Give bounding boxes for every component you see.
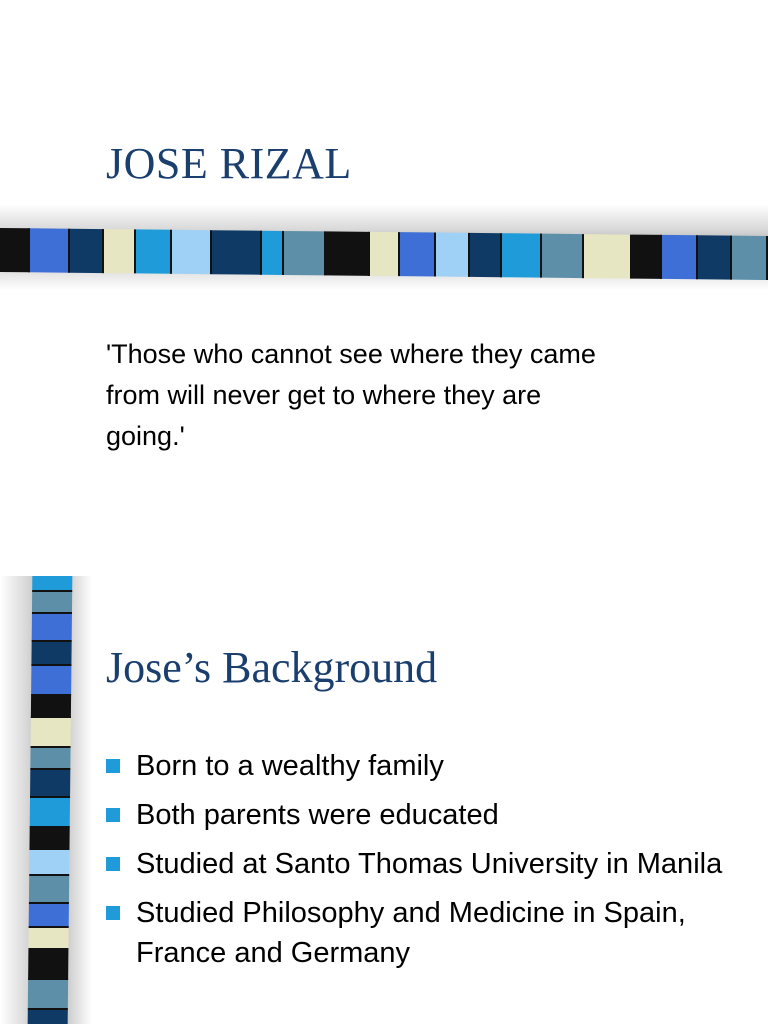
stripe-block — [212, 230, 262, 275]
stripe-block — [70, 229, 104, 273]
bullet-item — [106, 746, 746, 786]
stripe-block — [698, 235, 732, 279]
bullet-text: Born to a wealthy family — [136, 750, 444, 782]
stripe-block — [30, 748, 70, 770]
stripe-block — [584, 234, 632, 279]
quote-text: 'Those who cannot see where they came from will never get to where they are going.' — [106, 339, 596, 451]
stripe-block — [32, 614, 72, 642]
square-bullet-icon — [106, 759, 120, 773]
stripe-block — [32, 576, 72, 592]
stripe-block — [662, 235, 698, 279]
stripe-block — [370, 232, 400, 276]
slide-2 — [0, 576, 768, 1024]
square-bullet-icon — [106, 808, 120, 822]
stripe-block — [436, 233, 470, 277]
stripe-block — [30, 798, 70, 828]
stripe-block — [29, 828, 69, 850]
bullet-list — [106, 746, 746, 982]
stripe-block — [326, 231, 370, 275]
stripe-block — [136, 229, 172, 273]
stripe-block — [632, 235, 662, 279]
stripe-block — [28, 950, 68, 980]
slide-title: Jose’s Background — [106, 643, 438, 692]
stripe-block — [30, 770, 70, 798]
stripe-block — [400, 232, 436, 276]
square-bullet-icon — [106, 857, 120, 871]
square-bullet-icon — [106, 906, 120, 920]
stripe-block — [29, 850, 69, 876]
bullet-text: Both parents were educated — [136, 799, 499, 831]
bullet-item — [106, 844, 746, 884]
stripe-block — [28, 928, 68, 950]
stripe-block — [31, 642, 71, 666]
decorative-stripe-column — [28, 576, 73, 1024]
stripe-block — [104, 229, 136, 273]
stripe-block — [262, 231, 284, 275]
stripe-block — [30, 228, 70, 272]
slide-title: JOSE RIZAL — [106, 139, 352, 188]
stripe-block — [172, 230, 212, 274]
decorative-stripe-bar — [0, 228, 768, 280]
stripe-block — [31, 666, 71, 696]
stripe-block — [32, 592, 72, 614]
stripe-block — [29, 904, 69, 928]
stripe-block — [284, 231, 326, 275]
stripe-block — [28, 980, 68, 1010]
stripe-block — [28, 1010, 68, 1024]
stripe-block — [31, 696, 71, 718]
stripe-block — [470, 233, 502, 277]
stripe-block — [31, 718, 71, 748]
stripe-block — [502, 233, 542, 277]
bullet-text: Studied at Santo Thomas University in Manila — [136, 848, 723, 880]
stripe-block — [29, 876, 69, 904]
bullet-item — [106, 893, 746, 973]
bullet-item — [106, 795, 746, 835]
stripe-block — [542, 234, 584, 278]
stripe-block — [0, 228, 30, 272]
bullet-text: Studied Philosophy and Medicine in Spain, France and Germany — [136, 897, 686, 969]
stripe-block — [732, 236, 768, 280]
